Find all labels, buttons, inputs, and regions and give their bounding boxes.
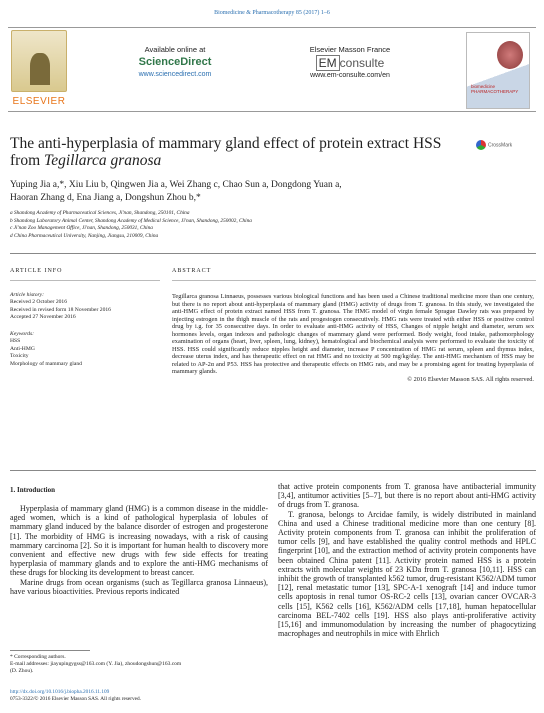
intro-paragraph-3: that active protein components from T. granosa have antibacterial immunity [3,4], antitumor activities [5–7], but there is no report about anti-HMG activity of drugs from T. granosa. [278, 482, 536, 510]
issn-copyright: 0753-3322/© 2016 Elsevier Masson SAS. All rights reserved. [10, 696, 141, 702]
keyword-item: Morphology of mammary gland [10, 360, 82, 367]
article-title [10, 135, 460, 169]
keyword-item: Anti-HMG [10, 345, 35, 352]
authors-line-2[interactable]: Haoran Zhang d, Ena Jiang a, Dongshun Zhou b,* [10, 193, 201, 203]
accepted-date: Accepted 27 November 2016 [10, 314, 76, 321]
doi-link[interactable]: http://dx.doi.org/10.1016/j.biopha.2016.11.109 [10, 689, 110, 695]
intro-paragraph-2: Marine drugs from ocean organisms (such as Tegillarca granosa Linnaeus), have various bioactivities. Previous reports indicated [10, 577, 268, 596]
journal-cover-thumbnail[interactable] [466, 32, 530, 109]
affiliations [10, 210, 490, 240]
sciencedirect-link[interactable]: www.sciencedirect.com [138, 71, 212, 78]
elsevier-logo[interactable] [9, 30, 69, 110]
affiliation-d: d China Pharmaceutical University, Nanjing, Jiangsu, 210009, China [10, 232, 159, 239]
title-prefix: from [10, 152, 45, 169]
author-list [10, 179, 490, 205]
email-addresses-cont: (D. Zhou). [10, 668, 34, 674]
keyword-item: HSS [10, 338, 21, 345]
journal-citation[interactable]: Biomedicine & Pharmacotherapy 85 (2017) 1–6 [214, 10, 330, 16]
keyword-item: Toxicity [10, 353, 29, 360]
divider-info [10, 280, 160, 281]
footnote-rule [10, 650, 90, 651]
em-consulte-logo[interactable] [285, 56, 415, 70]
intro-paragraph-4: T. granosa, belongs to Arcidae family, is widely distributed in mainland China and used a Chinese traditional medicine more than one century [8]. Activity protein components from T. granosa can inhibit the proliferation of tumor cells [9], and have established the quality control methods and HPLC fingerprint [10], and the extraction method of activity protein components have been obtained China patent [11]. Activity protein named HSS is a protein extracts with molecular weights of 23 KDa from T. granosa [10,11]. HSS can inhibit the growth of transplanted k562 tumor, drug-resistant K562/ADM tumor [12], renal metastatic tumor [13], SPC-A-1 xenograft [14] and induce tumor cells apoptosis in renal tumor OS-RC-2 cells [13], ovarian cancer OVCAR-3 cells [15], K562 cells [16], K562/ADM cells [17,18], human hepatocellular carcinoma BEL-7402 cells [19]. HSS also plays anti-proliferative activity [15,16] and immunomodulation by increasing the number of phagocytizing macrophages and neutrophils in mice with Ehrlich [278, 509, 536, 639]
title-line-1: The anti-hyperplasia of mammary gland effect of protein extract HSS [10, 135, 442, 152]
article-info-heading: ARTICLE INFO [10, 268, 63, 274]
crossmark-icon [476, 140, 486, 150]
authors-line-1[interactable]: Yuping Jia a,*, Xiu Liu b, Qingwen Jia a, Wei Zhang c, Chao Sun a, Dongdong Yuan a, [10, 180, 342, 190]
title-line-2 [10, 152, 460, 169]
corresponding-note: * Corresponding authors. [10, 654, 66, 660]
elsevier-tree-icon [11, 30, 67, 92]
title-species: Tegillarca granosa [44, 152, 162, 169]
section-heading-introduction: 1. Introduction [10, 486, 55, 494]
keywords-label: Keywords: [10, 331, 35, 337]
crossmark-badge[interactable] [476, 140, 536, 150]
received-date: Received 2 October 2016 [10, 299, 68, 306]
divider-top [10, 253, 536, 254]
cover-title: biomedicine PHARMACOTHERAPY [471, 84, 519, 94]
affiliation-c: c Ji'nan Zoo Management Office, Ji'nan, Shandong, 250031, China [10, 225, 153, 231]
em-logo-text: consulte [339, 56, 385, 70]
email-addresses[interactable]: E-mail addresses: jiayupingygss@163.com (Y. Jia), zhoudongshun@163.com [10, 661, 182, 667]
crossmark-label: CrossMark [488, 142, 513, 149]
body-column-right [278, 482, 536, 638]
cover-molecule-image [497, 41, 523, 69]
history-label: Article history: [10, 292, 45, 298]
body-column-left [10, 504, 268, 596]
doi-block [10, 689, 268, 703]
keywords [10, 331, 160, 368]
abstract-text: Tegillarca granosa Linnaeus, possesses various biological functions and has been used a Chinese traditional medicine more than one century, but there is no report about anti-hyperplasia of mammary gland (HMG) activity of drugs from T. granosa. In this study, we investigated the anti-HMG effect of protein extract named HSS from T. granosa. The HMG model of virgin female Sprague Dawley rats was prepared by injecting estrogen in the thigh muscle of the rats and progestogen consecutively. HMG rats were treated with either HSS or positive control drug by i.g. for 35 consecutive days. In order to evaluate anti-HMG activity of HSS, Changes of nipple height and diameter, serum sex hormones levels, organ indexes and pathologic changes of mammary gland were performed. Body weight, food intake, pathomorphology examination of organs (heart, liver, spleen, lung, kidney), hematological and biochemical analysis were performed to evaluate the toxicity of HSS. HSS could significantly reduce nipples height and diameter, increase P concentration of HMG rat serum, spleen and thymus index, decrease uterus index, and has therapeutic effect on rat HMG and no toxicity at 500 mg/kg/day. The anti-HMG mechanism of HSS may be related to AP-2α and P53. HSS has protective and therapeutic effects on HMG rats, and may be a promising agent for treating hyperplasia of mammary glands. [172, 293, 534, 375]
abstract-copyright: © 2016 Elsevier Masson SAS. All rights reserved. [407, 375, 534, 383]
sciencedirect-logo[interactable]: ScienceDirect [138, 56, 212, 68]
divider-abstract [172, 280, 536, 281]
divider-body [10, 470, 536, 471]
elsevier-wordmark: ELSEVIER [12, 96, 66, 107]
footnote [10, 654, 268, 675]
em-consulte-link[interactable]: www.em-consulte.com/en [310, 72, 390, 79]
affiliation-b: b Shandong Laboratory Animal Center, Shandong Academy of Medical Science, Ji'nan, Shandong, 250002, China [10, 217, 252, 224]
affiliation-a: a Shandong Academy of Pharmaceutical Sciences, Ji'nan, Shandong, 250101, China [10, 210, 190, 216]
em-france-label: Elsevier Masson France [309, 45, 391, 54]
abstract-body [172, 293, 534, 383]
abstract-heading: ABSTRACT [172, 268, 212, 274]
available-online-label: Available online at [144, 45, 206, 54]
em-logo-box: EM [316, 55, 340, 71]
article-history [10, 292, 160, 322]
intro-paragraph-1: Hyperplasia of mammary gland (HMG) is a common disease in the middle-aged women, which is a kind of pathological hyperplasia of lobules of mammary gland induced by the balance disorder of estrogen and progesterone [1]. The morbidity of HMG is increasing nowadays, with a risk of causing mammary carcinoma [2]. So it is important for human health to discovery more convenient and effective new drugs with few side effects for treating hyperplasia of mammary glands and to explore the anti-HMG mechanisms of these drugs for blocking its development to breast cancer. [10, 504, 268, 578]
publisher-banner [8, 27, 536, 112]
revised-date: Received in revised form 18 November 2016 [10, 306, 111, 313]
